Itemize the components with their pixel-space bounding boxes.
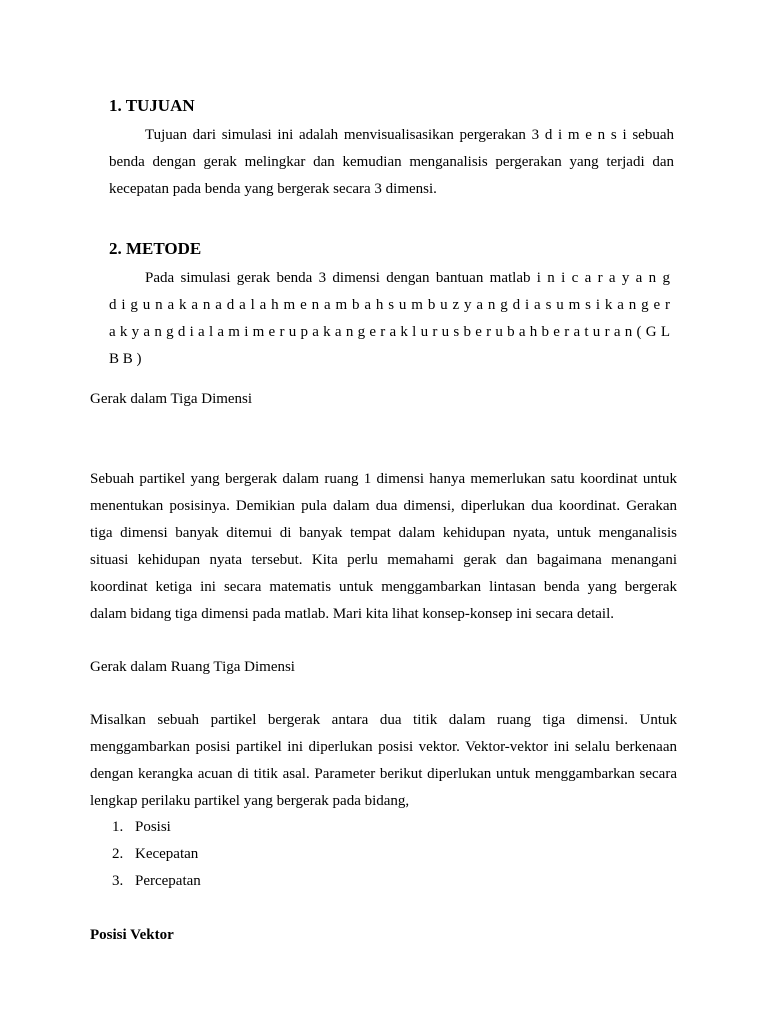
list-item-number: 3. bbox=[112, 873, 124, 889]
text-line: situasi kehidupan nyata tersebut. Kita perlu memahami gerak dan bagaimana menangani bbox=[90, 552, 677, 568]
text-line: Misalkan sebuah partikel bergerak antara dua titik dalam ruang tiga dimensi. Untuk bbox=[90, 712, 677, 728]
paragraph-gerak-tiga-dimensi bbox=[90, 466, 677, 628]
subtitle-posisi-vektor: Posisi Vektor bbox=[90, 927, 174, 943]
list-item-label: Kecepatan bbox=[135, 846, 199, 862]
paragraph-metode bbox=[109, 265, 670, 373]
text-line: Tujuan dari simulasi ini adalah menvisualisasikan pergerakan 3 d i m e n s i sebuah bbox=[145, 127, 674, 143]
text-line: dalam bidang tiga dimensi pada matlab. Mari kita lihat konsep-konsep ini secara detail. bbox=[90, 606, 615, 622]
list-item-number: 2. bbox=[112, 846, 124, 862]
list-item-label: Posisi bbox=[135, 819, 171, 835]
text-line: menggambarkan posisi partikel ini diperlukan posisi vektor. Vektor-vektor ini selalu berkenaan bbox=[90, 739, 677, 755]
text-line: lengkap perilaku partikel yang bergerak pada bidang, bbox=[90, 793, 410, 809]
list-item bbox=[90, 841, 201, 868]
list-item-number: 1. bbox=[112, 819, 124, 835]
text-line: kecepatan pada benda yang bergerak secara 3 dimensi. bbox=[109, 181, 437, 197]
text-line: B B ) bbox=[109, 351, 142, 367]
text-line: menentukan posisinya. Demikian pula dalam dua dimensi, diperlukan dua koordinat. Gerakan bbox=[90, 498, 677, 514]
text-line: benda dengan gerak melingkar dan kemudian menganalisis pergerakan yang terjadi dan bbox=[109, 154, 674, 170]
list-item bbox=[90, 868, 201, 895]
text-line: Pada simulasi gerak benda 3 dimensi dengan bantuan matlab i n i c a r a y a n g bbox=[145, 270, 670, 286]
paragraph-gerak-ruang-tiga-dimensi bbox=[90, 707, 677, 815]
text-line: dengan kerangka acuan di titik asal. Parameter berikut diperlukan untuk menggambarkan secara bbox=[90, 766, 677, 782]
text-line: Sebuah partikel yang bergerak dalam ruang 1 dimensi hanya memerlukan satu koordinat untuk bbox=[90, 471, 677, 487]
list-item-label: Percepatan bbox=[135, 873, 201, 889]
text-line: a k y a n g d i a l a m i m e r u p a k a n g e r a k l u r u s b e r u b a h b e r a t u r a n ( G L bbox=[109, 324, 670, 340]
parameter-list bbox=[90, 814, 201, 895]
list-item bbox=[90, 814, 201, 841]
section-heading-tujuan: 1. TUJUAN bbox=[109, 96, 195, 115]
text-line: tiga dimensi banyak ditemui di banyak tempat dalam kehidupan nyata, untuk menganalisis bbox=[90, 525, 677, 541]
paragraph-tujuan bbox=[109, 122, 674, 203]
subtitle-gerak-tiga-dimensi: Gerak dalam Tiga Dimensi bbox=[90, 391, 253, 407]
text-line: d i g u n a k a n a d a l a h m e n a m b a h s u m b u z y a n g d i a s u m s i k a n g e r bbox=[109, 297, 670, 313]
subtitle-gerak-ruang-tiga-dimensi: Gerak dalam Ruang Tiga Dimensi bbox=[90, 659, 295, 675]
section-heading-metode: 2. METODE bbox=[109, 239, 202, 258]
text-line: koordinat ketiga ini secara matematis untuk menggambarkan lintasan benda yang bergerak bbox=[90, 579, 677, 595]
